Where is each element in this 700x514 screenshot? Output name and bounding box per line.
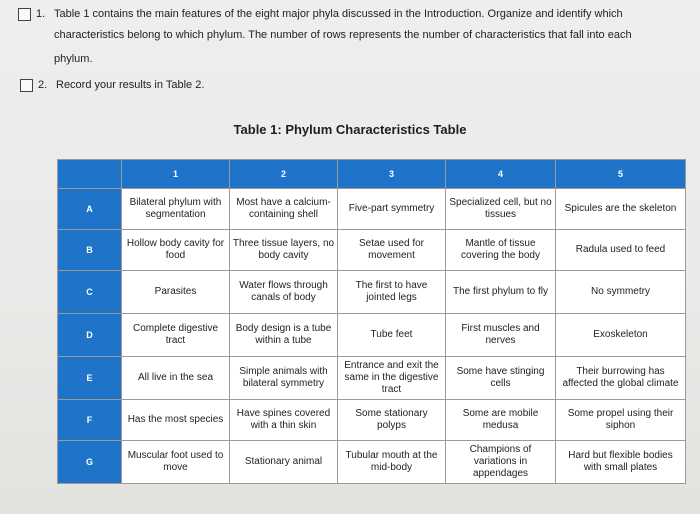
table-cell: Some are mobile medusa bbox=[446, 400, 556, 441]
table-cell: Tubular mouth at the mid-body bbox=[338, 441, 446, 484]
table-cell: Mantle of tissue covering the body bbox=[446, 230, 556, 271]
checkbox-instruction-2[interactable] bbox=[20, 79, 33, 92]
table-cell: Water flows through canals of body bbox=[230, 271, 338, 314]
table-cell: Three tissue layers, no body cavity bbox=[230, 230, 338, 271]
row-label-e: E bbox=[58, 357, 122, 400]
table-cell: Entrance and exit the same in the digestive tract bbox=[338, 357, 446, 400]
table-cell: Champions of variations in appendages bbox=[446, 441, 556, 484]
table-cell: Complete digestive tract bbox=[122, 314, 230, 357]
table-cell: Some propel using their siphon bbox=[556, 400, 686, 441]
table-cell: Some stationary polyps bbox=[338, 400, 446, 441]
table-cell: Body design is a tube within a tube bbox=[230, 314, 338, 357]
table-row bbox=[58, 189, 686, 230]
table-row bbox=[58, 357, 686, 400]
instruction-1-line-1: Table 1 contains the main features of the eight major phyla discussed in the Introduction. Organize and identify which bbox=[54, 8, 623, 20]
table-row bbox=[58, 400, 686, 441]
table-cell: Hollow body cavity for food bbox=[122, 230, 230, 271]
table-cell: Exoskeleton bbox=[556, 314, 686, 357]
table-cell: Hard but flexible bodies with small plates bbox=[556, 441, 686, 484]
row-label-d: D bbox=[58, 314, 122, 357]
table-header-row bbox=[58, 160, 686, 189]
instruction-2-line-1: Record your results in Table 2. bbox=[56, 79, 205, 91]
column-header-5: 5 bbox=[556, 160, 686, 189]
table-cell: No symmetry bbox=[556, 271, 686, 314]
table-cell: Muscular foot used to move bbox=[122, 441, 230, 484]
row-label-c: C bbox=[58, 271, 122, 314]
row-label-b: B bbox=[58, 230, 122, 271]
table-cell: Five-part symmetry bbox=[338, 189, 446, 230]
checkbox-instruction-1[interactable] bbox=[18, 8, 31, 21]
table-cell: Stationary animal bbox=[230, 441, 338, 484]
table-cell: Have spines covered with a thin skin bbox=[230, 400, 338, 441]
table-cell: Radula used to feed bbox=[556, 230, 686, 271]
table-cell: Their burrowing has affected the global climate bbox=[556, 357, 686, 400]
instruction-1-line-2: characteristics belong to which phylum. The number of rows represents the number of characteristics that fall into each bbox=[54, 29, 632, 41]
column-header-2: 2 bbox=[230, 160, 338, 189]
table-cell: Bilateral phylum with segmentation bbox=[122, 189, 230, 230]
row-label-a: A bbox=[58, 189, 122, 230]
column-header-4: 4 bbox=[446, 160, 556, 189]
table-cell: First muscles and nerves bbox=[446, 314, 556, 357]
column-header-1: 1 bbox=[122, 160, 230, 189]
instruction-1-number: 1. bbox=[36, 8, 46, 20]
table-row bbox=[58, 230, 686, 271]
row-label-g: G bbox=[58, 441, 122, 484]
table-cell: Has the most species bbox=[122, 400, 230, 441]
table-row bbox=[58, 271, 686, 314]
column-header-3: 3 bbox=[338, 160, 446, 189]
table-cell: The first to have jointed legs bbox=[338, 271, 446, 314]
table-cell: Most have a calcium-containing shell bbox=[230, 189, 338, 230]
table-cell: Spicules are the skeleton bbox=[556, 189, 686, 230]
table-cell: Simple animals with bilateral symmetry bbox=[230, 357, 338, 400]
table-cell: All live in the sea bbox=[122, 357, 230, 400]
table-cell: Some have stinging cells bbox=[446, 357, 556, 400]
row-label-f: F bbox=[58, 400, 122, 441]
table-cell: The first phylum to fly bbox=[446, 271, 556, 314]
instruction-1-line-3: phylum. bbox=[54, 53, 93, 65]
table-cell: Setae used for movement bbox=[338, 230, 446, 271]
table-cell: Parasites bbox=[122, 271, 230, 314]
table-row bbox=[58, 441, 686, 484]
table-cell: Specialized cell, but no tissues bbox=[446, 189, 556, 230]
phylum-characteristics-table bbox=[57, 159, 686, 484]
table-row bbox=[58, 314, 686, 357]
table-cell: Tube feet bbox=[338, 314, 446, 357]
instruction-2-number: 2. bbox=[38, 79, 48, 91]
table-title: Table 1: Phylum Characteristics Table bbox=[233, 122, 467, 137]
header-corner-cell bbox=[58, 160, 122, 189]
